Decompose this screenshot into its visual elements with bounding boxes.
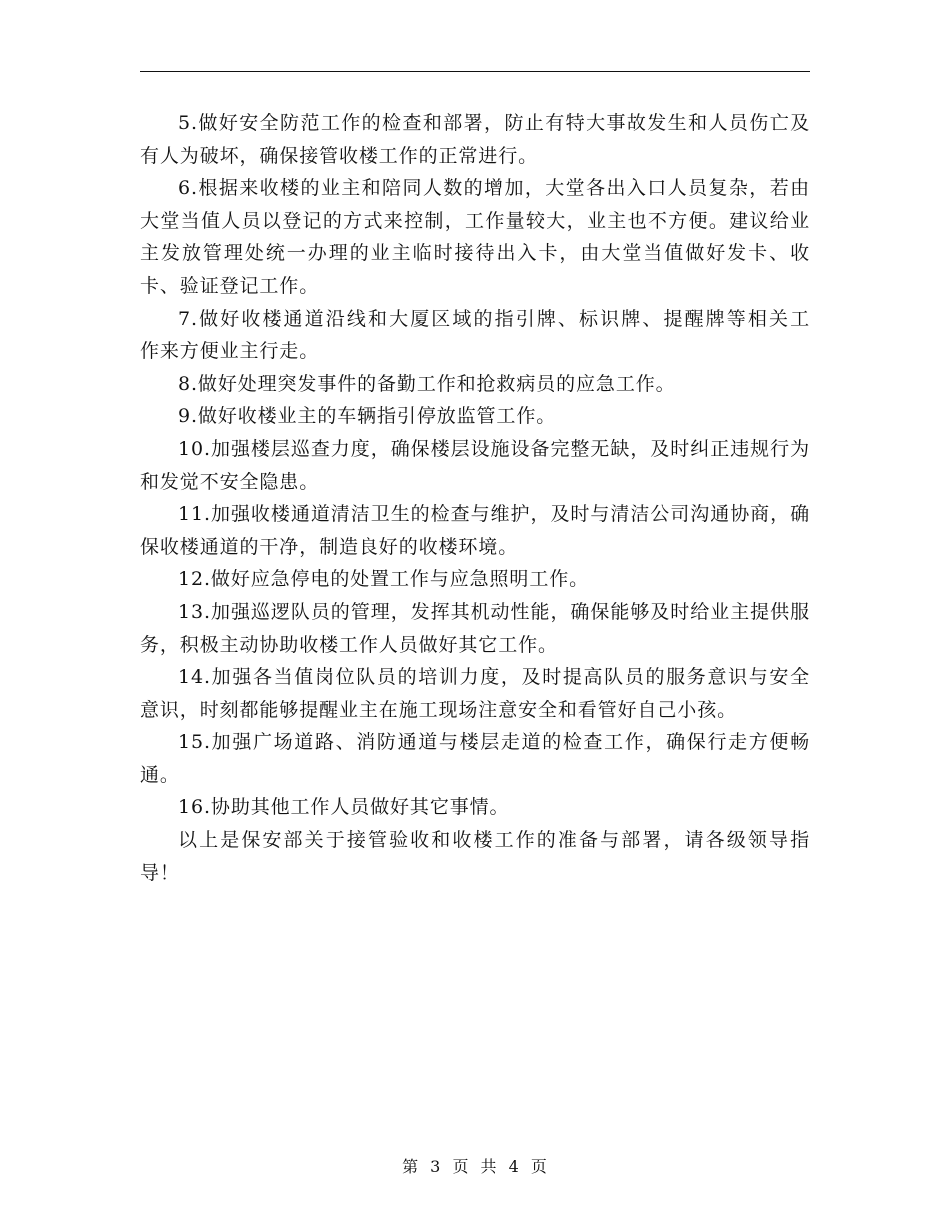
paragraph-item-16: 16.协助其他工作人员做好其它事情。	[178, 796, 510, 819]
paragraph-item-5: 5.做好安全防范工作的检查和部署，防止有特大事故发生和人员伤亡及有人为破坏，确保接管收楼工作的正常进行。	[140, 112, 810, 167]
page-number-footer: 第 3 页 共 4 页	[402, 1157, 548, 1176]
paragraph-item-6: 6.根据来收楼的业主和陪同人数的增加，大堂各出入口人员复杂，若由大堂当值人员以登记的方式来控制，工作量较大，业主也不方便。建议给业主发放管理处统一办理的业主临时接待出入卡，由大堂当值做好发卡、收卡、验证登记工作。	[140, 177, 810, 297]
paragraph-item-15: 15.加强广场道路、消防通道与楼层走道的检查工作，确保行走方便畅通。	[140, 731, 810, 786]
paragraph-item-12: 12.做好应急停电的处置工作与应急照明工作。	[178, 568, 590, 591]
closing-paragraph: 以上是保安部关于接管验收和收楼工作的准备与部署，请各级领导指导！	[140, 829, 810, 884]
paragraph-item-8: 8.做好处理突发事件的备勤工作和抢救病员的应急工作。	[178, 372, 676, 395]
document-body	[140, 107, 830, 889]
paragraph-item-7: 7.做好收楼通道沿线和大厦区域的指引牌、标识牌、提醒牌等相关工 作来方便业主行走。	[140, 307, 830, 363]
paragraph-item-14: 14.加强各当值岗位队员的培训力度，及时提高队员的服务意识与安全 意识，时刻都能够提醒业主在施工现场注意安全和看管好自己小孩。	[140, 666, 830, 721]
paragraph-item-11: 11.加强收楼通道清洁卫生的检查与维护，及时与清洁公司沟通协商，确保收楼通道的干净，制造良好的收楼环境。	[140, 503, 810, 558]
paragraph-item-13: 13.加强巡逻队员的管理，发挥其机动性能，确保能够及时给业主提供服务，积极主动协助收楼工作人员做好其它工作。	[140, 600, 810, 656]
paragraph-item-9: 9.做好收楼业主的车辆指引停放监管工作。	[178, 405, 557, 428]
paragraph-item-10: 10.加强楼层巡查力度，确保楼层设施设备完整无缺，及时纠正违规行为和发觉不安全隐患。	[140, 437, 810, 493]
header-rule	[140, 71, 810, 72]
